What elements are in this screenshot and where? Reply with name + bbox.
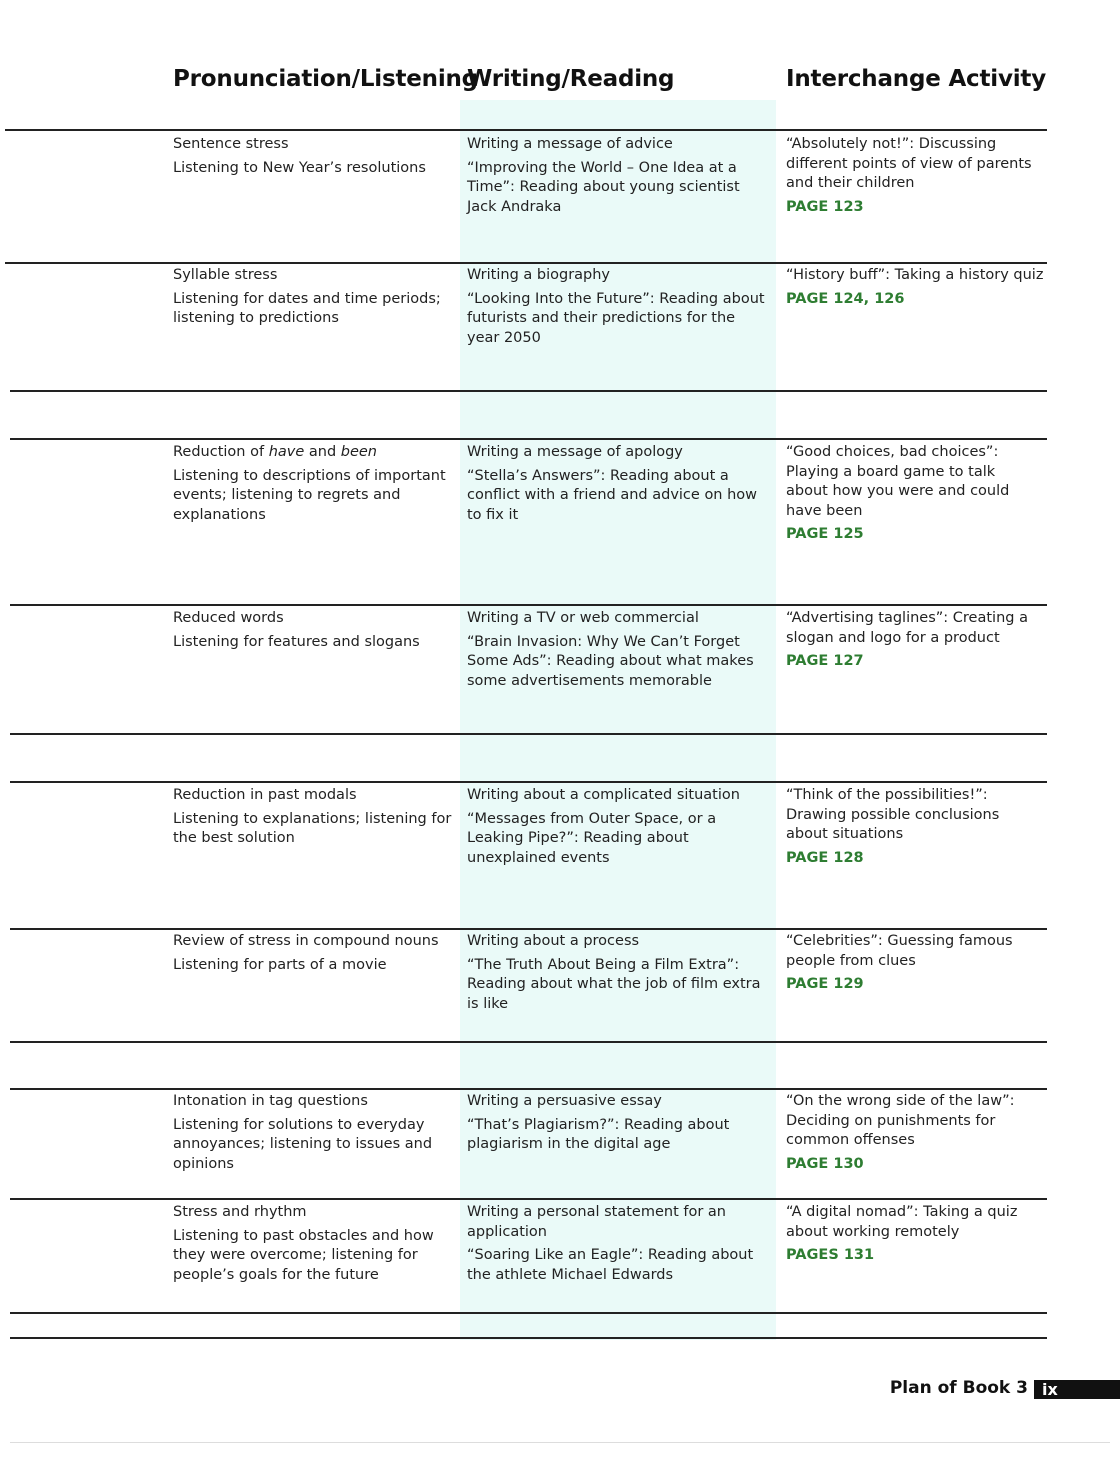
- table-row-3-activity: [786, 443, 1031, 545]
- activity-description: “On the wrong side of the law”: Deciding on punishments for common offenses: [786, 1093, 1015, 1148]
- divider: [10, 1088, 1047, 1090]
- listening-topic: Listening for dates and time periods; listening to predictions: [173, 290, 441, 326]
- table-row-7-pronunciation: [173, 1092, 453, 1178]
- activity-description: “Celebrities”: Guessing famous people from clues: [786, 933, 1013, 969]
- table-row-2-pronunciation: [173, 266, 453, 333]
- table-row-5-writing: [467, 786, 767, 872]
- text-run: and: [304, 444, 341, 460]
- listening-topic: Listening for solutions to everyday annoyances; listening to issues and opinions: [173, 1116, 433, 1172]
- writing-topic: Writing a TV or web commercial: [467, 610, 699, 626]
- table-row-1-pronunciation: [173, 135, 453, 182]
- reading-topic: “Brain Invasion: Why We Can’t Forget Some Ads”: Reading about what makes some advertisements memorable: [467, 633, 754, 689]
- footer-book-label: Plan of Book 3: [889, 1378, 1028, 1398]
- page-reference: PAGE 123: [786, 198, 864, 215]
- header-interchange-activity: Interchange Activity: [786, 66, 1047, 92]
- table-row-6-writing: [467, 932, 767, 1018]
- divider: [5, 129, 1047, 131]
- table-row-7-activity: [786, 1092, 1036, 1174]
- reading-topic: “That’s Plagiarism?”: Reading about plagiarism in the digital age: [467, 1116, 730, 1152]
- divider: [10, 1198, 1047, 1200]
- activity-description: “History buff”: Taking a history quiz: [786, 267, 1044, 283]
- page-reference: PAGES 131: [786, 1247, 875, 1263]
- pronunciation-topic: [173, 443, 458, 463]
- divider: [10, 733, 1047, 735]
- text-run: Reduction of: [173, 444, 269, 460]
- table-row-4-activity: [786, 609, 1041, 672]
- table-row-4-pronunciation: [173, 609, 453, 656]
- table-row-3-writing: [467, 443, 767, 529]
- writing-topic: Writing a message of advice: [467, 136, 673, 152]
- italic-term: been: [340, 444, 378, 460]
- writing-topic: Writing about a process: [467, 933, 640, 949]
- header-writing-reading: Writing/Reading: [467, 66, 675, 92]
- divider: [10, 438, 1047, 440]
- table-row-6-pronunciation: [173, 932, 458, 979]
- page-reference: PAGE 124, 126: [786, 290, 905, 307]
- pronunciation-topic: Stress and rhythm: [173, 1204, 307, 1220]
- listening-topic: Listening for parts of a movie: [173, 956, 387, 973]
- divider: [10, 1312, 1047, 1314]
- table-row-8-activity: [786, 1203, 1036, 1266]
- pronunciation-topic: Review of stress in compound nouns: [173, 933, 439, 949]
- table-row-2-activity: [786, 266, 1046, 309]
- listening-topic: Listening to New Year’s resolutions: [173, 159, 426, 176]
- page-reference: PAGE 127: [786, 653, 864, 669]
- pronunciation-topic: Reduction in past modals: [173, 787, 357, 803]
- table-row-2-writing: [467, 266, 767, 352]
- activity-description: “Advertising taglines”: Creating a slogan and logo for a product: [786, 610, 1028, 646]
- reading-topic: “The Truth About Being a Film Extra”: Reading about what the job of film extra is like: [467, 956, 761, 1012]
- page-reference: PAGE 130: [786, 1155, 864, 1172]
- pronunciation-topic: Sentence stress: [173, 136, 289, 152]
- table-row-4-writing: [467, 609, 767, 695]
- activity-description: “Think of the possibilities!”: Drawing possible conclusions about situations: [786, 787, 1000, 842]
- listening-topic: Listening to explanations; listening for the best solution: [173, 810, 452, 846]
- table-row-7-writing: [467, 1092, 767, 1159]
- reading-topic: “Messages from Outer Space, or a Leaking Pipe?”: Reading about unexplained events: [467, 810, 717, 866]
- page-reference: PAGE 125: [786, 526, 864, 542]
- writing-topic: Writing a personal statement for an application: [467, 1204, 726, 1240]
- table-row-5-pronunciation: [173, 786, 453, 853]
- pronunciation-topic: Syllable stress: [173, 267, 278, 283]
- table-row-1-writing: [467, 135, 767, 221]
- table-row-6-activity: [786, 932, 1031, 995]
- activity-description: “Good choices, bad choices”: Playing a board game to talk about how you were and could have been: [786, 444, 1010, 519]
- divider: [5, 262, 1047, 264]
- table-row-5-activity: [786, 786, 1031, 868]
- table-row-1-activity: [786, 135, 1046, 217]
- page-edge-line: [10, 1442, 1110, 1443]
- writing-topic: Writing a persuasive essay: [467, 1093, 662, 1109]
- reading-topic: “Improving the World – One Idea at a Time”: Reading about young scientist Jack Andraka: [467, 159, 740, 215]
- divider: [10, 1041, 1047, 1043]
- writing-topic: Writing a message of apology: [467, 444, 683, 460]
- table-row-8-writing: [467, 1203, 767, 1289]
- table-row-8-pronunciation: [173, 1203, 453, 1289]
- italic-term: have: [268, 444, 305, 460]
- listening-topic: Listening to past obstacles and how they were overcome; listening for people’s goals for the future: [173, 1227, 434, 1283]
- pronunciation-topic: Reduced words: [173, 610, 284, 626]
- page-reference: PAGE 128: [786, 849, 864, 866]
- activity-description: “Absolutely not!”: Discussing different points of view of parents and their children: [786, 136, 1032, 191]
- divider: [10, 781, 1047, 783]
- pronunciation-topic: Intonation in tag questions: [173, 1093, 368, 1109]
- divider: [10, 928, 1047, 930]
- table-row-3-pronunciation: [173, 443, 458, 529]
- divider: [10, 604, 1047, 606]
- writing-topic: Writing about a complicated situation: [467, 787, 740, 803]
- reading-topic: “Soaring Like an Eagle”: Reading about the athlete Michael Edwards: [467, 1247, 754, 1283]
- reading-topic: “Looking Into the Future”: Reading about futurists and their predictions for the year 2050: [467, 290, 765, 346]
- page-number-badge: ix: [1034, 1380, 1120, 1399]
- header-pronunciation-listening: Pronunciation/Listening: [173, 66, 478, 92]
- reading-topic: “Stella’s Answers”: Reading about a conflict with a friend and advice on how to fix it: [467, 467, 758, 523]
- listening-topic: Listening to descriptions of important events; listening to regrets and explanations: [173, 467, 446, 523]
- divider: [10, 390, 1047, 392]
- divider: [10, 1337, 1047, 1339]
- listening-topic: Listening for features and slogans: [173, 633, 420, 650]
- writing-topic: Writing a biography: [467, 267, 611, 283]
- activity-description: “A digital nomad”: Taking a quiz about working remotely: [786, 1204, 1018, 1240]
- page-reference: PAGE 129: [786, 976, 864, 992]
